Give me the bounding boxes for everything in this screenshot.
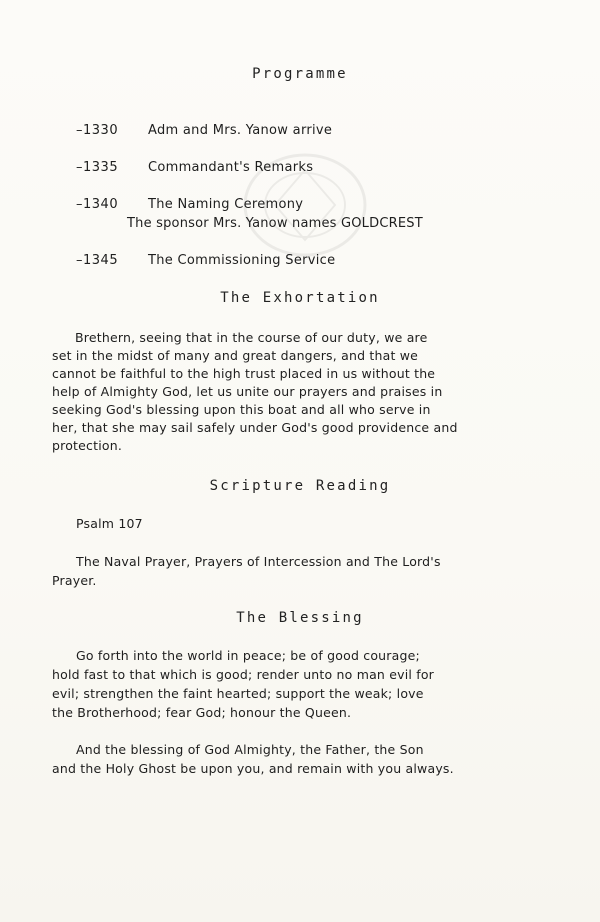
programme-heading: Programme (252, 66, 348, 82)
programme-event-3: The Naming Ceremony (148, 197, 304, 212)
programme-time-2: –1335 (76, 160, 119, 175)
scripture-psalm: Psalm 107 (76, 516, 143, 531)
exhortation-line-1: Brethern, seeing that in the course of our duty, we are (75, 330, 428, 345)
programme-time-1: –1330 (76, 123, 119, 138)
exhortation-line-5: seeking God's blessing upon this boat and all who serve in (52, 402, 431, 417)
programme-event-2: Commandant's Remarks (148, 160, 314, 175)
exhortation-line-4: help of Almighty God, let us unite our prayers and praises in (52, 384, 443, 399)
blessing-line-5: And the blessing of God Almighty, the Father, the Son (76, 742, 424, 757)
scripture-heading: Scripture Reading (209, 478, 391, 494)
blessing-line-3: evil; strengthen the faint hearted; support the weak; love (52, 686, 424, 701)
programme-time-3: –1340 (76, 197, 119, 212)
scripture-line-2: Prayer. (52, 573, 97, 588)
exhortation-line-7: protection. (52, 438, 123, 453)
blessing-line-1: Go forth into the world in peace; be of good courage; (76, 648, 420, 663)
programme-event-1: Adm and Mrs. Yanow arrive (148, 123, 333, 138)
exhortation-line-2: set in the midst of many and great dangers, and that we (52, 348, 419, 363)
blessing-line-6: and the Holy Ghost be upon you, and remain with you always. (52, 761, 454, 776)
blessing-line-4: the Brotherhood; fear God; honour the Queen. (52, 705, 352, 720)
exhortation-heading: The Exhortation (220, 290, 380, 306)
programme-time-4: –1345 (76, 253, 119, 268)
blessing-heading: The Blessing (236, 610, 364, 626)
programme-event-3-detail: The sponsor Mrs. Yanow names GOLDCREST (127, 216, 423, 231)
exhortation-line-3: cannot be faithful to the high trust placed in us without the (52, 366, 436, 381)
blessing-line-2: hold fast to that which is good; render unto no man evil for (52, 667, 435, 682)
exhortation-line-6: her, that she may sail safely under God's good providence and (52, 420, 458, 435)
programme-event-4: The Commissioning Service (148, 253, 336, 268)
scripture-line-1: The Naval Prayer, Prayers of Intercession and The Lord's (76, 554, 441, 569)
